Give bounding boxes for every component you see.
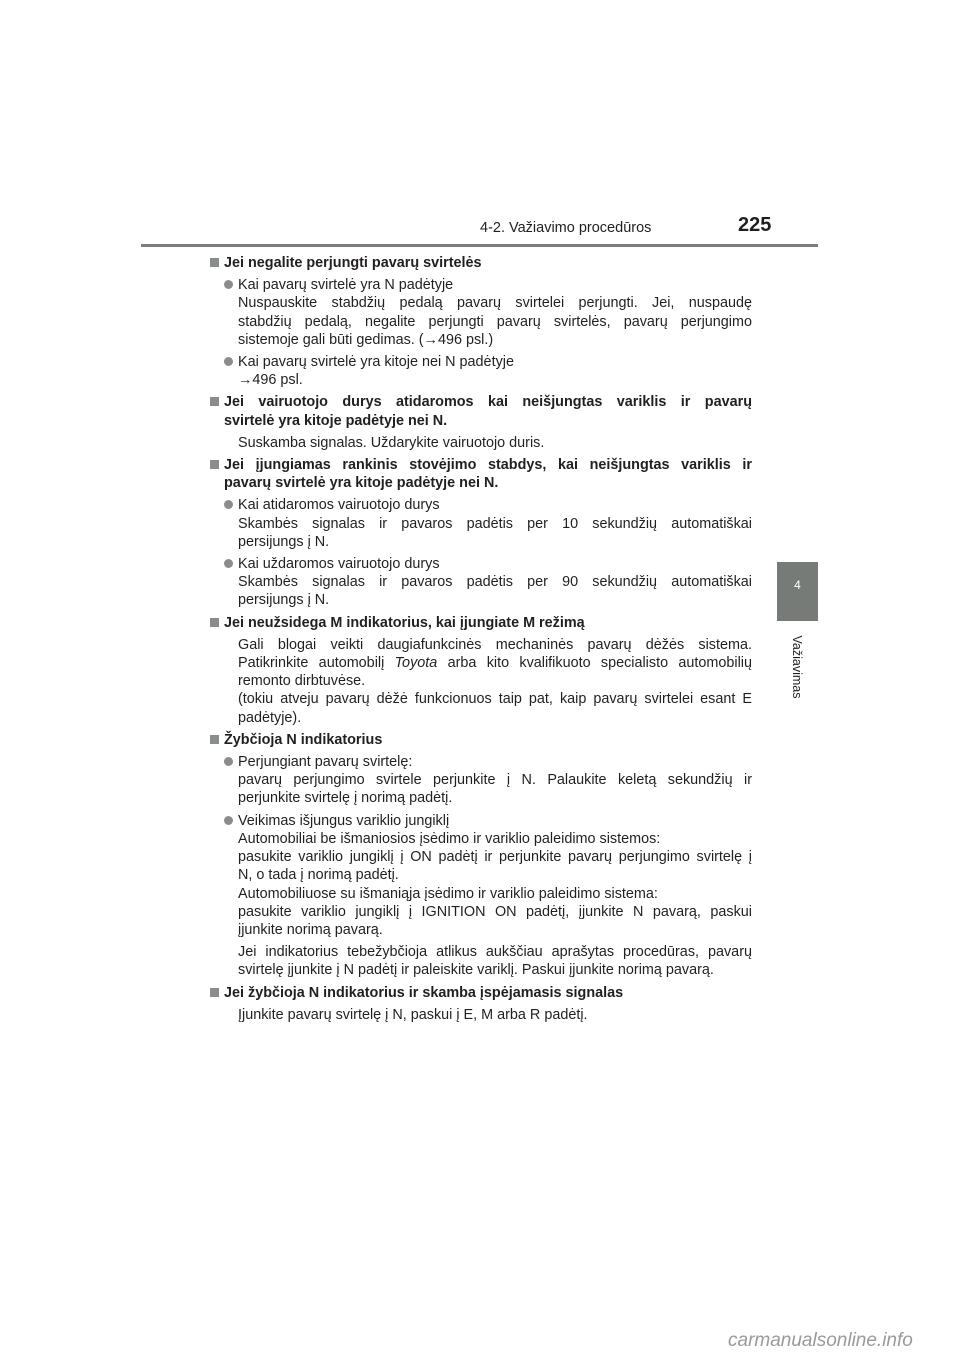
square-bullet-icon [210,988,219,997]
section-heading [210,456,752,492]
text-line: pasukite variklio jungiklį į ON padėtį ir perjunkite pavarų perjungimo svirtelę į [238,849,752,866]
text-line: pavarų perjungimo svirtele perjunkite į N. Palaukite keletą sekundžių ir [238,772,752,789]
section-heading [210,393,752,429]
text-line: Nuspauskite stabdžių pedalą pavarų svirtelei perjungti. Jei, nuspaudę [238,295,752,312]
text-line: Perjungiant pavarų svirtelę: [238,754,413,771]
text-line: Kai pavarų svirtelė yra kitoje nei N padėtyje [238,354,514,371]
text-line: Patikrinkite automobilį Toyota arba kito kvalifikuoto specialisto automobilių [238,655,752,672]
section-title: 4-2. Važiavimo procedūros [480,220,652,236]
text-line: Kai atidaromos vairuotojo durys [238,497,440,514]
square-bullet-icon [210,460,219,469]
text-line: persijungs į N. [238,592,330,609]
circle-bullet-icon [224,500,233,509]
text-line: pavarų svirtelė yra kitoje padėtyje nei N. [224,475,499,492]
text-line: →496 psl. [238,372,303,389]
text-line: sistemoje gali būti gedimas. (→496 psl.) [238,331,494,348]
bullet-item [210,353,752,389]
text-line: Jei vairuotojo durys atidaromos kai neišjungtas variklis ir pavarų [224,394,752,411]
bullet-item [210,753,752,808]
text-line: remonto dirbtuvėse. [238,673,366,690]
text-line: Automobiliuose su išmaniąja įsėdimo ir variklio paleidimo sistema: [238,885,658,902]
chapter-tab[interactable]: 4 [777,562,818,621]
text-line: Skambės signalas ir pavaros padėtis per 90 sekundžių automatiškai [238,574,752,591]
bullet-item [210,496,752,551]
text-line: persijungs į N. [238,533,330,550]
square-bullet-icon [210,397,219,406]
body-paragraph [210,434,752,452]
bullet-item [210,276,752,349]
chapter-label: Važiavimas [790,635,804,699]
text-line: perjunkite svirtelę į norimą padėtį. [238,790,453,807]
square-bullet-icon [210,735,219,744]
page-number: 225 [738,214,772,236]
text-line: (tokiu atveju pavarų dėžė funkcionuos taip pat, kaip pavarų svirtelei esant E [238,691,752,708]
text-line: Kai uždaromos vairuotojo durys [238,556,440,573]
text-line: Jei negalite perjungti pavarų svirtelės [224,255,482,271]
body-paragraph [210,636,752,727]
header-divider [141,244,818,247]
circle-bullet-icon [224,757,233,766]
section-heading [210,984,752,1002]
text-line: Jei žybčioja N indikatorius ir skamba įspėjamasis signalas [224,984,624,1001]
text-line: Automobiliai be išmaniosios įsėdimo ir variklio paleidimo sistemos: [238,830,661,847]
section-heading [210,614,752,632]
text-line: Veikimas išjungus variklio jungiklį [238,812,450,829]
circle-bullet-icon [224,357,233,366]
circle-bullet-icon [224,559,233,568]
watermark: carmanualsonline.info [728,1330,913,1351]
text-line: Jei įjungiamas rankinis stovėjimo stabdys, kai neišjungtas variklis ir [224,457,752,474]
text-line: Skambės signalas ir pavaros padėtis per 10 sekundžių automatiškai [238,515,752,532]
text-line: įjunkite norimą pavarą. [238,921,383,938]
section-heading [210,731,752,749]
text-line: pasukite variklio jungiklį į IGNITION ON padėtį, įjunkite N pavarą, paskui [238,903,752,920]
text-line: Jei neužsidega M indikatorius, kai įjungiate M režimą [224,614,585,631]
text-line: svirtelė yra kitoje padėtyje nei N. [224,412,448,429]
text-line: Žybčioja N indikatorius [224,731,383,748]
text-line: stabdžių pedalą, negalite perjungti pavarų svirtelės, pavarų perjungimo [238,313,752,330]
bullet-item [210,812,752,939]
text-line: Kai pavarų svirtelė yra N padėtyje [238,277,454,294]
text-line: N, o tada į norimą padėtį. [238,867,399,884]
text-line: padėtyje). [238,709,302,726]
text-line: Suskamba signalas. Uždarykite vairuotojo duris. [238,434,545,451]
text-line: Jei indikatorius tebežybčioja atlikus aukščiau aprašytas procedūras, pavarų [238,944,752,961]
text-line: svirtelę įjunkite į N padėtį ir paleiskite variklį. Paskui įjunkite norimą pavarą. [238,962,714,979]
manual-content [210,254,752,1028]
square-bullet-icon [210,618,219,627]
text-line: Įjunkite pavarų svirtelę į N, paskui į E, M arba R padėtį. [238,1006,588,1023]
body-paragraph [210,1006,752,1024]
bullet-item [210,555,752,610]
section-heading [210,254,752,272]
circle-bullet-icon [224,280,233,289]
square-bullet-icon [210,258,219,267]
text-line: Gali blogai veikti daugiafunkcinės mechaninės pavarų dėžės sistema. [238,636,752,653]
body-paragraph [210,943,752,979]
circle-bullet-icon [224,816,233,825]
